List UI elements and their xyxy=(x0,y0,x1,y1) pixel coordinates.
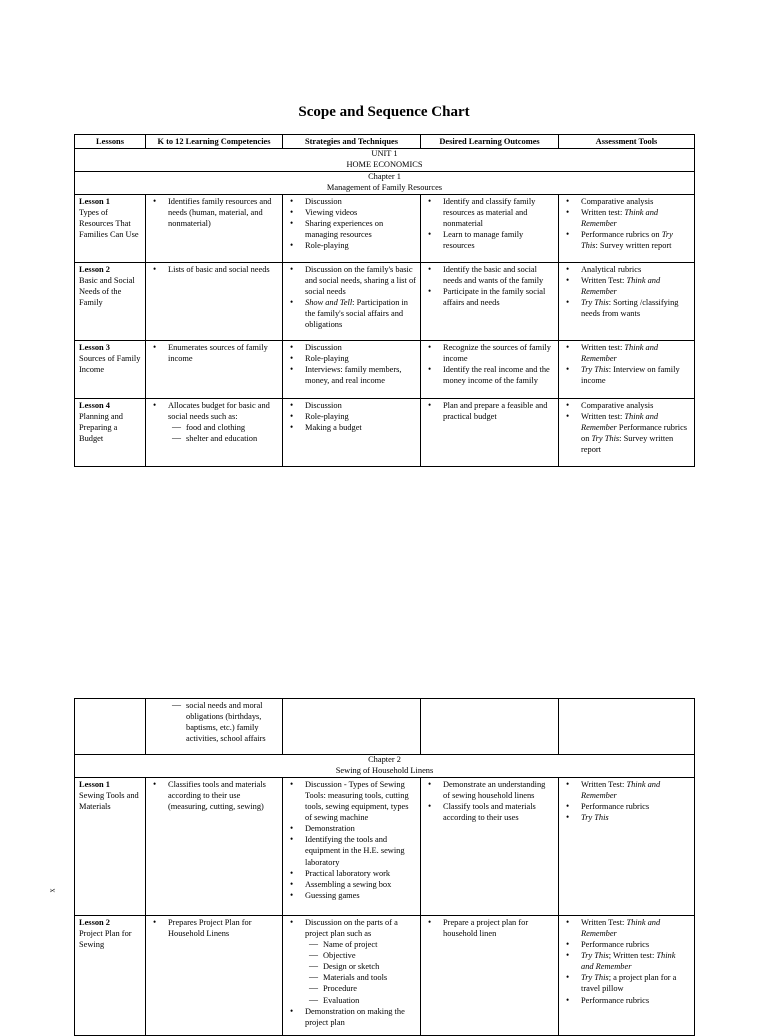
list-item: • Identify and classify family resources as material and nonmaterial xyxy=(425,196,554,229)
header-competencies: K to 12 Learning Competencies xyxy=(146,135,283,149)
strategies-cell xyxy=(283,777,421,915)
lesson-cell xyxy=(75,262,146,340)
lesson-title: Types of Resources That Families Can Use xyxy=(79,207,139,240)
sub-item: — Name of project xyxy=(309,939,416,950)
list-item: • Comparative analysis xyxy=(563,196,690,207)
page-mark: x xyxy=(47,888,57,893)
lesson-cell xyxy=(75,398,146,466)
list-item: • Discussion - Types of Sewing Tools: measuring tools, cutting tools, sewing equipment, types of sewing machine xyxy=(287,779,416,823)
list-item: • Participate in the family social affairs and needs xyxy=(425,286,554,308)
list-item: • Role-playing xyxy=(287,240,416,251)
sub-item: — shelter and education xyxy=(172,433,278,444)
list-item: • Discussion on the family's basic and social needs, sharing a list of social needs xyxy=(287,264,416,297)
competencies-cell xyxy=(146,262,283,340)
list-item: • Sharing experiences on managing resources xyxy=(287,218,416,240)
list-item: • Try This xyxy=(563,812,690,823)
list-item: • Try This: Interview on family income xyxy=(563,364,690,386)
table-row xyxy=(75,398,695,466)
list-item: • Allocates budget for basic and social needs such as: xyxy=(150,400,278,422)
strategies-cell xyxy=(283,262,421,340)
list-item: • Prepares Project Plan for Household Linens xyxy=(150,917,278,939)
lesson-number: Lesson 1 xyxy=(79,779,110,789)
lesson-number: Lesson 2 xyxy=(79,264,110,274)
list-item: • Role-playing xyxy=(287,353,416,364)
unit-row xyxy=(75,149,695,172)
list-item: • Discussion xyxy=(287,196,416,207)
table-row xyxy=(75,915,695,1035)
list-item: • Identifies family resources and needs (human, material, and nonmaterial) xyxy=(150,196,278,229)
unit-label: UNIT 1 xyxy=(371,149,398,159)
list-item: • Lists of basic and social needs xyxy=(150,264,278,275)
list-item: — social needs and moral obligations (birthdays, baptisms, etc.) family activities, school affairs xyxy=(172,700,278,744)
list-item: • Learn to manage family resources xyxy=(425,229,554,251)
chapter-title: Sewing of Household Linens xyxy=(335,765,434,775)
lesson-number: Lesson 3 xyxy=(79,342,110,352)
header-lessons: Lessons xyxy=(75,135,146,149)
list-item: • Show and Tell: Participation in the family's social affairs and obligations xyxy=(287,297,416,330)
lesson-title: Sources of Family Income xyxy=(79,353,141,374)
strategies-cell xyxy=(283,915,421,1035)
assessment-cell xyxy=(559,777,695,915)
list-item: • Try This; Written test: Think and Remember xyxy=(563,950,690,972)
competencies-cell xyxy=(146,777,283,915)
list-item: • Viewing videos xyxy=(287,207,416,218)
list-item: • Written Test: Think and Remember xyxy=(563,275,690,297)
header-outcomes: Desired Learning Outcomes xyxy=(421,135,559,149)
list-item: • Guessing games xyxy=(287,890,416,901)
list-item: • Discussion xyxy=(287,400,416,411)
list-item: • Written test: Think and Remember Performance rubrics on Try This: Survey written report xyxy=(563,411,690,455)
list-item: • Assembling a sewing box xyxy=(287,879,416,890)
lesson-number: Lesson 4 xyxy=(79,400,110,410)
lesson-title: Sewing Tools and Materials xyxy=(79,790,139,812)
sub-item: — Materials and tools xyxy=(309,972,416,983)
list-item: • Classifies tools and materials according to their use (measuring, cutting, sewing) xyxy=(150,779,278,812)
list-item: • Role-playing xyxy=(287,411,416,422)
strategies-cell xyxy=(283,340,421,398)
lesson-number: Lesson 2 xyxy=(79,917,110,927)
assessment-cell xyxy=(559,398,695,466)
unit-title: HOME ECONOMICS xyxy=(346,160,423,170)
header-assessment: Assessment Tools xyxy=(559,135,695,149)
list-item: • Discussion xyxy=(287,342,416,353)
scope-sequence-table-part-1 xyxy=(74,134,695,467)
header-row xyxy=(75,135,695,149)
lesson-cell xyxy=(75,340,146,398)
list-item: • Try This; a project plan for a travel pillow xyxy=(563,972,690,994)
lesson-cell xyxy=(75,915,146,1035)
list-item: • Comparative analysis xyxy=(563,400,690,411)
assessment-cell xyxy=(559,194,695,262)
table-row xyxy=(75,340,695,398)
outcomes-cell xyxy=(421,915,559,1035)
list-item: • Written test: Think and Remember xyxy=(563,207,690,229)
outcomes-cell xyxy=(421,340,559,398)
list-item: • Performance rubrics on Try This: Survey written report xyxy=(563,229,690,251)
list-item: • Written Test: Think and Remember xyxy=(563,779,690,801)
list-item: • Performance rubrics xyxy=(563,939,690,950)
assessment-cell xyxy=(559,915,695,1035)
competencies-cell xyxy=(146,398,283,466)
lesson-cell xyxy=(75,194,146,262)
lesson-title: Basic and Social Needs of the Family xyxy=(79,275,135,308)
list-item: • Enumerates sources of family income xyxy=(150,342,278,364)
chapter-label: Chapter 1 xyxy=(368,171,401,181)
list-item: • Performance rubrics xyxy=(563,995,690,1006)
list-item: • Written test: Think and Remember xyxy=(563,342,690,364)
competencies-cell xyxy=(146,194,283,262)
strategies-cell xyxy=(283,194,421,262)
list-item: • Analytical rubrics xyxy=(563,264,690,275)
strategies-cell xyxy=(283,398,421,466)
list-item: • Written Test: Think and Remember xyxy=(563,917,690,939)
list-item: • Making a budget xyxy=(287,422,416,433)
list-item: • Identify the real income and the money income of the family xyxy=(425,364,554,386)
assessment-cell xyxy=(559,340,695,398)
list-item: • Identify the basic and social needs and wants of the family xyxy=(425,264,554,286)
sub-item: — Evaluation xyxy=(309,995,416,1006)
list-item: • Identifying the tools and equipment in the H.E. sewing laboratory xyxy=(287,834,416,867)
outcomes-cell xyxy=(421,398,559,466)
table-row xyxy=(75,194,695,262)
sub-item: — Procedure xyxy=(309,983,416,994)
list-item: • Demonstration xyxy=(287,823,416,834)
lesson-cell xyxy=(75,777,146,915)
continuation-row xyxy=(75,699,695,755)
list-item: • Discussion on the parts of a project plan such as xyxy=(287,917,416,939)
sub-item: — food and clothing xyxy=(172,422,278,433)
list-item: • Performance rubrics xyxy=(563,801,690,812)
sub-item: — Objective xyxy=(309,950,416,961)
scope-sequence-table-part-2 xyxy=(74,698,695,1036)
chapter-label: Chapter 2 xyxy=(368,755,401,764)
table-row xyxy=(75,262,695,340)
lesson-number: Lesson 1 xyxy=(79,196,110,206)
list-item: • Demonstration on making the project plan xyxy=(287,1006,416,1028)
list-item: • Interviews: family members, money, and real income xyxy=(287,364,416,386)
chapter-title: Management of Family Resources xyxy=(326,182,443,192)
sub-item: — Design or sketch xyxy=(309,961,416,972)
list-item: • Try This: Sorting /classifying needs from wants xyxy=(563,297,690,319)
list-item: • Classify tools and materials according to their uses xyxy=(425,801,554,823)
assessment-cell xyxy=(559,262,695,340)
list-item: • Demonstrate an understanding of sewing household linens xyxy=(425,779,554,801)
list-item: • Plan and prepare a feasible and practical budget xyxy=(425,400,554,422)
table-row xyxy=(75,777,695,915)
competencies-cell xyxy=(146,340,283,398)
list-item: • Prepare a project plan for household linen xyxy=(425,917,554,939)
outcomes-cell xyxy=(421,194,559,262)
list-item: • Practical laboratory work xyxy=(287,868,416,879)
outcomes-cell xyxy=(421,262,559,340)
outcomes-cell xyxy=(421,777,559,915)
header-strategies: Strategies and Techniques xyxy=(283,135,421,149)
chapter-row xyxy=(75,171,695,194)
lesson-title: Planning and Preparing a Budget xyxy=(79,411,123,444)
chapter-row xyxy=(75,755,695,778)
competencies-cell xyxy=(146,915,283,1035)
lesson-title: Project Plan for Sewing xyxy=(79,928,132,950)
list-item: • Recognize the sources of family income xyxy=(425,342,554,364)
page-title: Scope and Sequence Chart xyxy=(298,104,470,120)
